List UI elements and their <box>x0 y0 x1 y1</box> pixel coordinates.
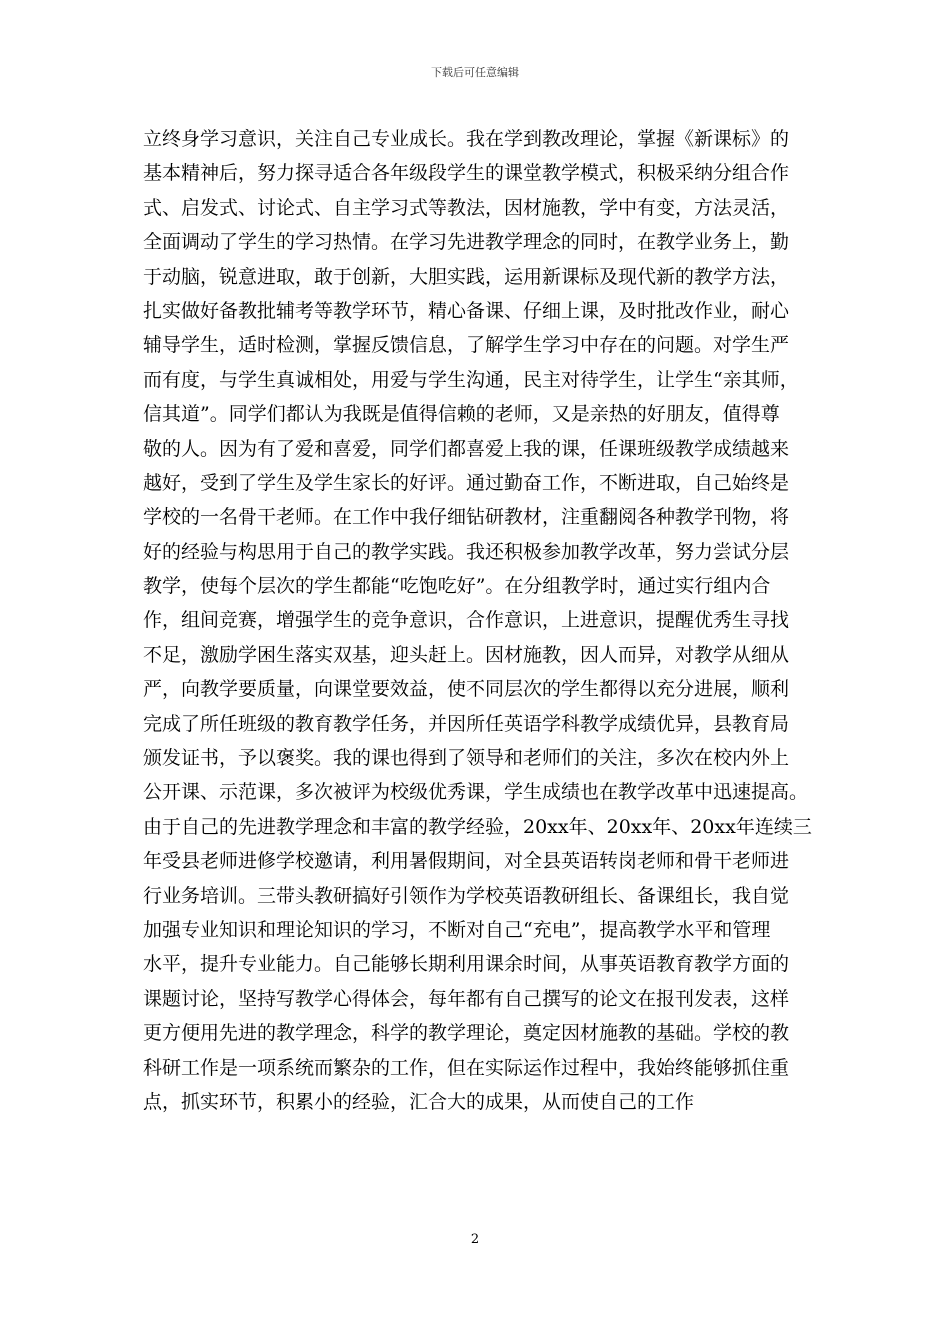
text-line: 基本精神后，努力探寻适合各年级段学生的课堂教学模式，积极采纳分组合作 <box>143 162 790 185</box>
text-line: 敬的人。因为有了爱和喜爱，同学们都喜爱上我的课，任课班级教学成绩越来 <box>143 437 790 460</box>
document-body <box>143 122 843 1119</box>
text-line: 于动脑，锐意进取，敢于创新，大胆实践，运用新课标及现代新的教学方法， <box>143 265 790 288</box>
text-line: 严，向教学要质量，向课堂要效益，使不同层次的学生都得以充分进展，顺利 <box>143 678 790 701</box>
text-line: 辅导学生，适时检测，掌握反馈信息，了解学生学习中存在的问题。对学生严 <box>143 334 790 357</box>
text-line: 教学，使每个层次的学生都能“吃饱吃好”。在分组教学时，通过实行组内合 <box>143 575 771 598</box>
text-line: 更方便用先进的教学理念，科学的教学理论，奠定因材施教的基础。学校的教 <box>143 1022 790 1045</box>
text-line: 点，抓实环节，积累小的经验，汇合大的成果，从而使自己的工作 <box>143 1090 695 1113</box>
text-line: 式、启发式、讨论式、自主学习式等教法，因材施教，学中有变，方法灵活， <box>143 196 790 219</box>
text-line: 行业务培训。三带头教研搞好引领作为学校英语教研组长、备课组长，我自觉 <box>143 884 790 907</box>
text-line: 科研工作是一项系统而繁杂的工作，但在实际运作过程中，我始终能够抓住重 <box>143 1056 790 1079</box>
page-number: 2 <box>470 1232 480 1247</box>
text-line: 完成了所任班级的教育教学任务，并因所任英语学科教学成绩优异，县教育局 <box>143 712 790 735</box>
text-line: 加强专业知识和理论知识的学习，不断对自己“充电”，提高教学水平和管理 <box>143 918 771 941</box>
text-line: 水平，提升专业能力。自己能够长期利用课余时间，从事英语教育教学方面的 <box>143 953 790 976</box>
text-line: 全面调动了学生的学习热情。在学习先进教学理念的同时，在教学业务上，勤 <box>143 231 790 254</box>
text-line: 公开课、示范课，多次被评为校级优秀课，学生成绩也在教学改革中迅速提高。 <box>143 781 809 804</box>
text-line: 扎实做好备教批辅考等教学环节，精心备课、仔细上课，及时批改作业，耐心 <box>143 299 790 322</box>
text-line: 立终身学习意识，关注自己专业成长。我在学到教改理论，掌握《新课标》的 <box>143 128 790 150</box>
text-line: 越好，受到了学生及学生家长的好评。通过勤奋工作，不断进取，自己始终是 <box>143 471 790 494</box>
text-line: 课题讨论，坚持写教学心得体会，每年都有自己撰写的论文在报刊发表，这样 <box>143 987 790 1010</box>
text-line: 由于自己的先进教学理念和丰富的教学经验，20xx年、20xx年、20xx年连续三 <box>143 815 812 838</box>
text-line: 不足，激励学困生落实双基，迎头赶上。因材施教，因人而异，对教学从细从 <box>143 643 790 666</box>
page-header: 下载后可任意编辑 <box>431 66 519 79</box>
text-line: 好的经验与构思用于自己的教学实践。我还积极参加教学改革，努力尝试分层 <box>143 540 790 563</box>
text-line: 年受县老师进修学校邀请，利用暑假期间，对全县英语转岗老师和骨干老师进 <box>143 850 790 873</box>
text-line: 学校的一名骨干老师。在工作中我仔细钻研教材，注重翻阅各种教学刊物，将 <box>143 506 790 529</box>
text-line: 而有度，与学生真诚相处，用爱与学生沟通，民主对待学生，让学生“亲其师， <box>143 368 799 391</box>
text-line: 作，组间竞赛，增强学生的竞争意识，合作意识，上进意识，提醒优秀生寻找 <box>143 609 790 632</box>
text-line: 颁发证书，予以褒奖。我的课也得到了领导和老师们的关注，多次在校内外上 <box>143 747 790 770</box>
text-line: 信其道”。同学们都认为我既是值得信赖的老师，又是亲热的好朋友，值得尊 <box>143 403 780 426</box>
